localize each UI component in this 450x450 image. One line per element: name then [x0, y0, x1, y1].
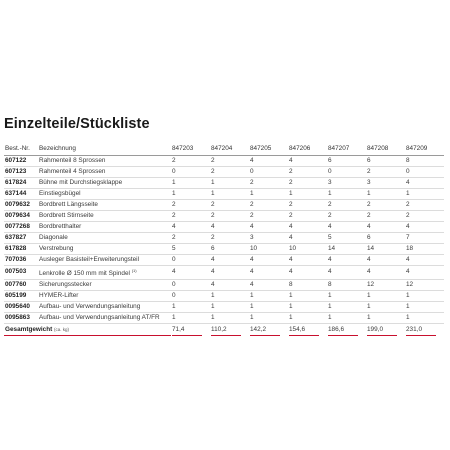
column-header-model: 847209 — [405, 143, 444, 155]
column-header-model: 847205 — [249, 143, 288, 155]
part-number-cell: 007760 — [4, 279, 38, 290]
table-row — [4, 177, 444, 188]
quantity-cell: 4 — [327, 221, 366, 232]
part-number-cell: 0095640 — [4, 301, 38, 312]
total-weight-value: 71,4 — [172, 325, 202, 336]
description-cell — [38, 177, 171, 188]
quantity-cell: 4 — [288, 265, 327, 279]
total-weight-value: 142,2 — [250, 325, 280, 336]
quantity-cell: 4 — [249, 221, 288, 232]
table-row — [4, 279, 444, 290]
quantity-cell: 2 — [288, 166, 327, 177]
quantity-cell: 1 — [171, 312, 210, 323]
description-text: Rahmenteil 4 Sprossen — [39, 167, 106, 175]
quantity-cell: 4 — [366, 221, 405, 232]
quantity-cell: 1 — [405, 301, 444, 312]
quantity-cell: 14 — [366, 243, 405, 254]
quantity-cell: 4 — [366, 254, 405, 265]
quantity-cell: 2 — [210, 199, 249, 210]
quantity-cell: 14 — [327, 243, 366, 254]
table-row — [4, 199, 444, 210]
quantity-cell: 1 — [210, 188, 249, 199]
quantity-cell: 8 — [405, 155, 444, 166]
description-cell — [38, 199, 171, 210]
description-cell — [38, 254, 171, 265]
quantity-cell: 1 — [249, 188, 288, 199]
description-cell — [38, 312, 171, 323]
total-weight-row — [4, 323, 444, 336]
column-header-model: 847208 — [366, 143, 405, 155]
description-text: Bühne mit Durchstiegsklappe — [39, 178, 123, 186]
quantity-cell: 1 — [405, 188, 444, 199]
table-body — [4, 155, 444, 323]
part-number-cell: 637827 — [4, 232, 38, 243]
quantity-cell: 4 — [249, 279, 288, 290]
quantity-cell: 0 — [171, 254, 210, 265]
quantity-cell: 4 — [405, 177, 444, 188]
quantity-cell: 2 — [405, 199, 444, 210]
quantity-cell: 4 — [171, 265, 210, 279]
total-weight-label — [4, 323, 171, 336]
quantity-cell: 5 — [327, 232, 366, 243]
description-cell — [38, 221, 171, 232]
quantity-cell: 0 — [171, 279, 210, 290]
description-cell — [38, 279, 171, 290]
quantity-cell: 1 — [210, 312, 249, 323]
part-number-cell: 0079632 — [4, 199, 38, 210]
quantity-cell: 4 — [210, 221, 249, 232]
quantity-cell: 4 — [249, 265, 288, 279]
quantity-cell: 4 — [405, 265, 444, 279]
quantity-cell: 1 — [366, 312, 405, 323]
total-weight-unit: (ca. kg) — [54, 326, 70, 332]
quantity-cell: 1 — [366, 301, 405, 312]
quantity-cell: 1 — [249, 301, 288, 312]
total-weight-cell — [327, 323, 366, 336]
quantity-cell: 1 — [171, 177, 210, 188]
quantity-cell: 3 — [366, 177, 405, 188]
description-text: HYMER-Lifter — [39, 291, 79, 299]
part-number-cell: 607123 — [4, 166, 38, 177]
description-text: Lenkrolle Ø 150 mm mit Spindel — [39, 269, 130, 277]
quantity-cell: 8 — [288, 279, 327, 290]
quantity-cell: 1 — [249, 290, 288, 301]
description-text: Bordbretthalter — [39, 222, 82, 230]
table-row — [4, 290, 444, 301]
quantity-cell: 1 — [327, 188, 366, 199]
quantity-cell: 1 — [288, 188, 327, 199]
quantity-cell: 0 — [405, 166, 444, 177]
part-number-cell: 637144 — [4, 188, 38, 199]
quantity-cell: 2 — [171, 155, 210, 166]
description-cell — [38, 265, 171, 279]
quantity-cell: 1 — [327, 301, 366, 312]
footnote-marker: (1) — [131, 267, 137, 273]
quantity-cell: 1 — [405, 290, 444, 301]
quantity-cell: 1 — [366, 290, 405, 301]
column-header-description: Bezeichnung — [38, 143, 171, 155]
quantity-cell: 4 — [405, 254, 444, 265]
quantity-cell: 2 — [327, 199, 366, 210]
description-text: Einstiegsbügel — [39, 189, 81, 197]
quantity-cell: 1 — [405, 312, 444, 323]
description-text: Bordbrett Stirnseite — [39, 211, 94, 219]
description-text: Aufbau- und Verwendungsanleitung AT/FR — [39, 313, 160, 321]
quantity-cell: 1 — [288, 301, 327, 312]
parts-list-table — [4, 143, 444, 336]
quantity-cell: 4 — [327, 265, 366, 279]
part-number-cell: 007503 — [4, 265, 38, 279]
quantity-cell: 0 — [171, 166, 210, 177]
quantity-cell: 2 — [249, 199, 288, 210]
quantity-cell: 2 — [288, 177, 327, 188]
total-weight-cell — [288, 323, 327, 336]
quantity-cell: 2 — [327, 210, 366, 221]
quantity-cell: 1 — [288, 290, 327, 301]
column-header-model: 847207 — [327, 143, 366, 155]
quantity-cell: 2 — [249, 210, 288, 221]
table-row — [4, 254, 444, 265]
table-row — [4, 243, 444, 254]
quantity-cell: 10 — [249, 243, 288, 254]
description-text: Aufbau- und Verwendungsanleitung — [39, 302, 141, 310]
part-number-cell: 617828 — [4, 243, 38, 254]
part-number-cell: 617824 — [4, 177, 38, 188]
table-row — [4, 155, 444, 166]
quantity-cell: 6 — [210, 243, 249, 254]
quantity-cell: 2 — [210, 155, 249, 166]
quantity-cell: 1 — [288, 312, 327, 323]
quantity-cell: 1 — [210, 177, 249, 188]
part-number-cell: 607122 — [4, 155, 38, 166]
description-text: Diagonale — [39, 233, 68, 241]
description-text: Sicherungsstecker — [39, 280, 92, 288]
quantity-cell: 4 — [210, 279, 249, 290]
part-number-cell: 0095863 — [4, 312, 38, 323]
quantity-cell: 2 — [288, 199, 327, 210]
table-row — [4, 265, 444, 279]
description-cell — [38, 166, 171, 177]
quantity-cell: 6 — [366, 155, 405, 166]
quantity-cell: 4 — [249, 155, 288, 166]
total-weight-value: 110,2 — [211, 325, 241, 336]
quantity-cell: 4 — [288, 254, 327, 265]
part-number-cell: 707036 — [4, 254, 38, 265]
part-number-cell: 605199 — [4, 290, 38, 301]
total-weight-value: 186,6 — [328, 325, 358, 336]
quantity-cell: 6 — [366, 232, 405, 243]
column-header-model: 847204 — [210, 143, 249, 155]
description-cell — [38, 301, 171, 312]
quantity-cell: 18 — [405, 243, 444, 254]
quantity-cell: 2 — [405, 210, 444, 221]
quantity-cell: 2 — [288, 210, 327, 221]
quantity-cell: 2 — [366, 166, 405, 177]
quantity-cell: 1 — [327, 312, 366, 323]
table-row — [4, 232, 444, 243]
quantity-cell: 4 — [288, 155, 327, 166]
total-weight-cell — [171, 323, 210, 336]
quantity-cell: 2 — [249, 177, 288, 188]
total-weight-value: 231,0 — [406, 325, 436, 336]
quantity-cell: 4 — [210, 254, 249, 265]
part-number-cell: 0077268 — [4, 221, 38, 232]
page-title: Einzelteile/Stückliste — [4, 116, 150, 132]
quantity-cell: 0 — [327, 166, 366, 177]
description-text: Ausleger Basisteil+Erweiterungsteil — [39, 255, 139, 263]
quantity-cell: 1 — [327, 290, 366, 301]
total-weight-cell — [249, 323, 288, 336]
table-row — [4, 166, 444, 177]
quantity-cell: 1 — [210, 290, 249, 301]
description-cell — [38, 243, 171, 254]
quantity-cell: 2 — [210, 210, 249, 221]
quantity-cell: 4 — [405, 221, 444, 232]
description-cell — [38, 232, 171, 243]
description-text: Bordbrett Längsseite — [39, 200, 98, 208]
quantity-cell: 3 — [327, 177, 366, 188]
column-header-code: Best.-Nr. — [4, 143, 38, 155]
quantity-cell: 7 — [405, 232, 444, 243]
total-weight-label-text: Gesamtgewicht — [5, 325, 53, 333]
part-number-cell: 0079634 — [4, 210, 38, 221]
quantity-cell: 0 — [249, 166, 288, 177]
quantity-cell: 8 — [327, 279, 366, 290]
quantity-cell: 2 — [366, 199, 405, 210]
total-weight-value: 199,0 — [367, 325, 397, 336]
quantity-cell: 1 — [171, 188, 210, 199]
quantity-cell: 4 — [171, 221, 210, 232]
quantity-cell: 0 — [171, 290, 210, 301]
table-header-row — [4, 143, 444, 155]
quantity-cell: 2 — [210, 166, 249, 177]
description-cell — [38, 290, 171, 301]
quantity-cell: 4 — [288, 232, 327, 243]
total-weight-cell — [405, 323, 444, 336]
quantity-cell: 12 — [405, 279, 444, 290]
quantity-cell: 4 — [249, 254, 288, 265]
description-text: Verstrebung — [39, 244, 74, 252]
quantity-cell: 10 — [288, 243, 327, 254]
quantity-cell: 2 — [171, 199, 210, 210]
quantity-cell: 2 — [171, 232, 210, 243]
quantity-cell: 3 — [249, 232, 288, 243]
quantity-cell: 4 — [288, 221, 327, 232]
description-cell — [38, 210, 171, 221]
table-row — [4, 301, 444, 312]
quantity-cell: 6 — [327, 155, 366, 166]
table-row — [4, 312, 444, 323]
table-row — [4, 221, 444, 232]
quantity-cell: 2 — [366, 210, 405, 221]
quantity-cell: 4 — [210, 265, 249, 279]
table-row — [4, 188, 444, 199]
quantity-cell: 2 — [210, 232, 249, 243]
quantity-cell: 4 — [327, 254, 366, 265]
column-header-model: 847203 — [171, 143, 210, 155]
description-cell — [38, 155, 171, 166]
table-row — [4, 210, 444, 221]
quantity-cell: 1 — [171, 301, 210, 312]
column-header-model: 847206 — [288, 143, 327, 155]
description-text: Rahmenteil 8 Sprossen — [39, 156, 106, 164]
quantity-cell: 1 — [366, 188, 405, 199]
quantity-cell: 4 — [366, 265, 405, 279]
quantity-cell: 1 — [249, 312, 288, 323]
quantity-cell: 2 — [171, 210, 210, 221]
total-weight-value: 154,6 — [289, 325, 319, 336]
total-weight-cell — [210, 323, 249, 336]
quantity-cell: 5 — [171, 243, 210, 254]
total-weight-cell — [366, 323, 405, 336]
quantity-cell: 1 — [210, 301, 249, 312]
description-cell — [38, 188, 171, 199]
quantity-cell: 12 — [366, 279, 405, 290]
